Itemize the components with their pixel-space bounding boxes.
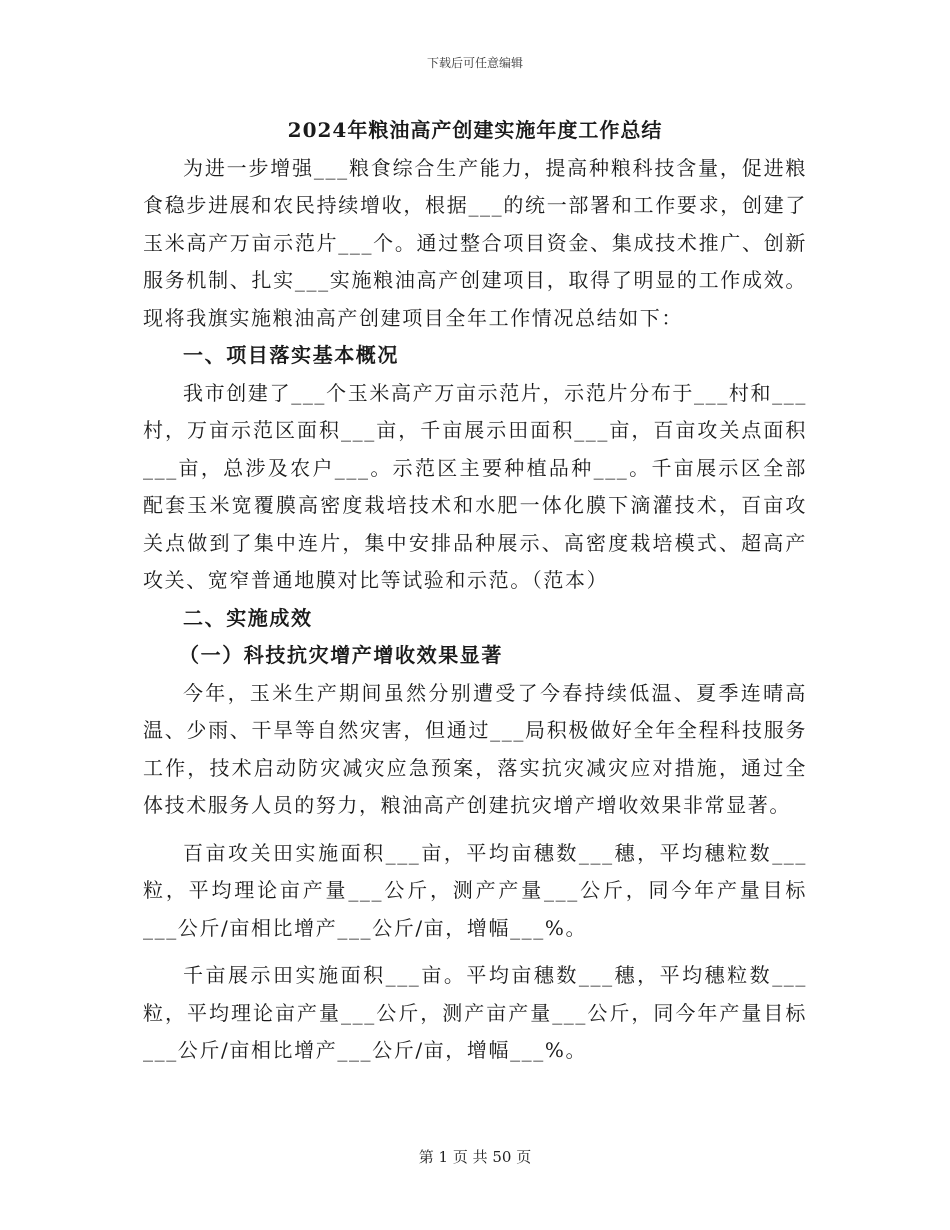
section-1-heading: 一、项目落实基本概况 (183, 343, 399, 367)
subsection-1-paragraph-1: 今年，玉米生产期间虽然分别遭受了今春持续低温、夏季连晴高温、少雨、干旱等自然灾害，但通过___局积极做好全年全程科技服务工作，技术启动防灾减灾应急预案，落实抗灾减灾应对措施，通过全体技术服务人员的努力，粮油高产创建抗灾增产增收效果非常显著。 (143, 680, 807, 817)
document-body (143, 112, 807, 1070)
subsection-1-heading: （一）科技抗灾增产增收效果显著 (179, 643, 503, 667)
intro-paragraph: 为进一步增强___粮食综合生产能力，提高种粮科技含量，促进粮食稳步进展和农民持续增收，根据___的统一部署和工作要求，创建了玉米高产万亩示范片___个。通过整合项目资金、集成技术推广、创新服务机制、扎实___实施粮油高产创建项目，取得了明显的工作成效。现将我旗实施粮油高产创建项目全年工作情况总结如下： (143, 155, 807, 330)
subsection-1-paragraph-3: 千亩展示田实施面积___亩。平均亩穗数___穗，平均穗粒数___粒，平均理论亩产量___公斤，测产亩产量___公斤，同今年产量目标___公斤/亩相比增产___公斤/亩，增幅___%。 (143, 963, 807, 1062)
page-header-note: 下载后可任意编辑 (426, 56, 523, 70)
document-title: 2024年粮油高产创建实施年度工作总结 (287, 118, 663, 142)
subsection-1-paragraph-2: 百亩攻关田实施面积___亩，平均亩穗数___穗，平均穗粒数___粒，平均理论亩产量___公斤，测产产量___公斤，同今年产量目标___公斤/亩相比增产___公斤/亩，增幅___%。 (143, 840, 807, 940)
section-1-paragraph: 我市创建了___个玉米高产万亩示范片，示范片分布于___村和___村，万亩示范区面积___亩，千亩展示田面积___亩，百亩攻关点面积___亩，总涉及农户___。示范区主要种植品种___。千亩展示区全部配套玉米宽覆膜高密度栽培技术和水肥一体化膜下滴灌技术，百亩攻关点做到了集中连片，集中安排品种展示、高密度栽培模式、超高产攻关、宽窄普通地膜对比等试验和示范。（范本） (143, 380, 807, 592)
page-number-footer: 第 1 页 共 50 页 (418, 1148, 532, 1166)
section-2-heading: 二、实施成效 (183, 605, 313, 630)
